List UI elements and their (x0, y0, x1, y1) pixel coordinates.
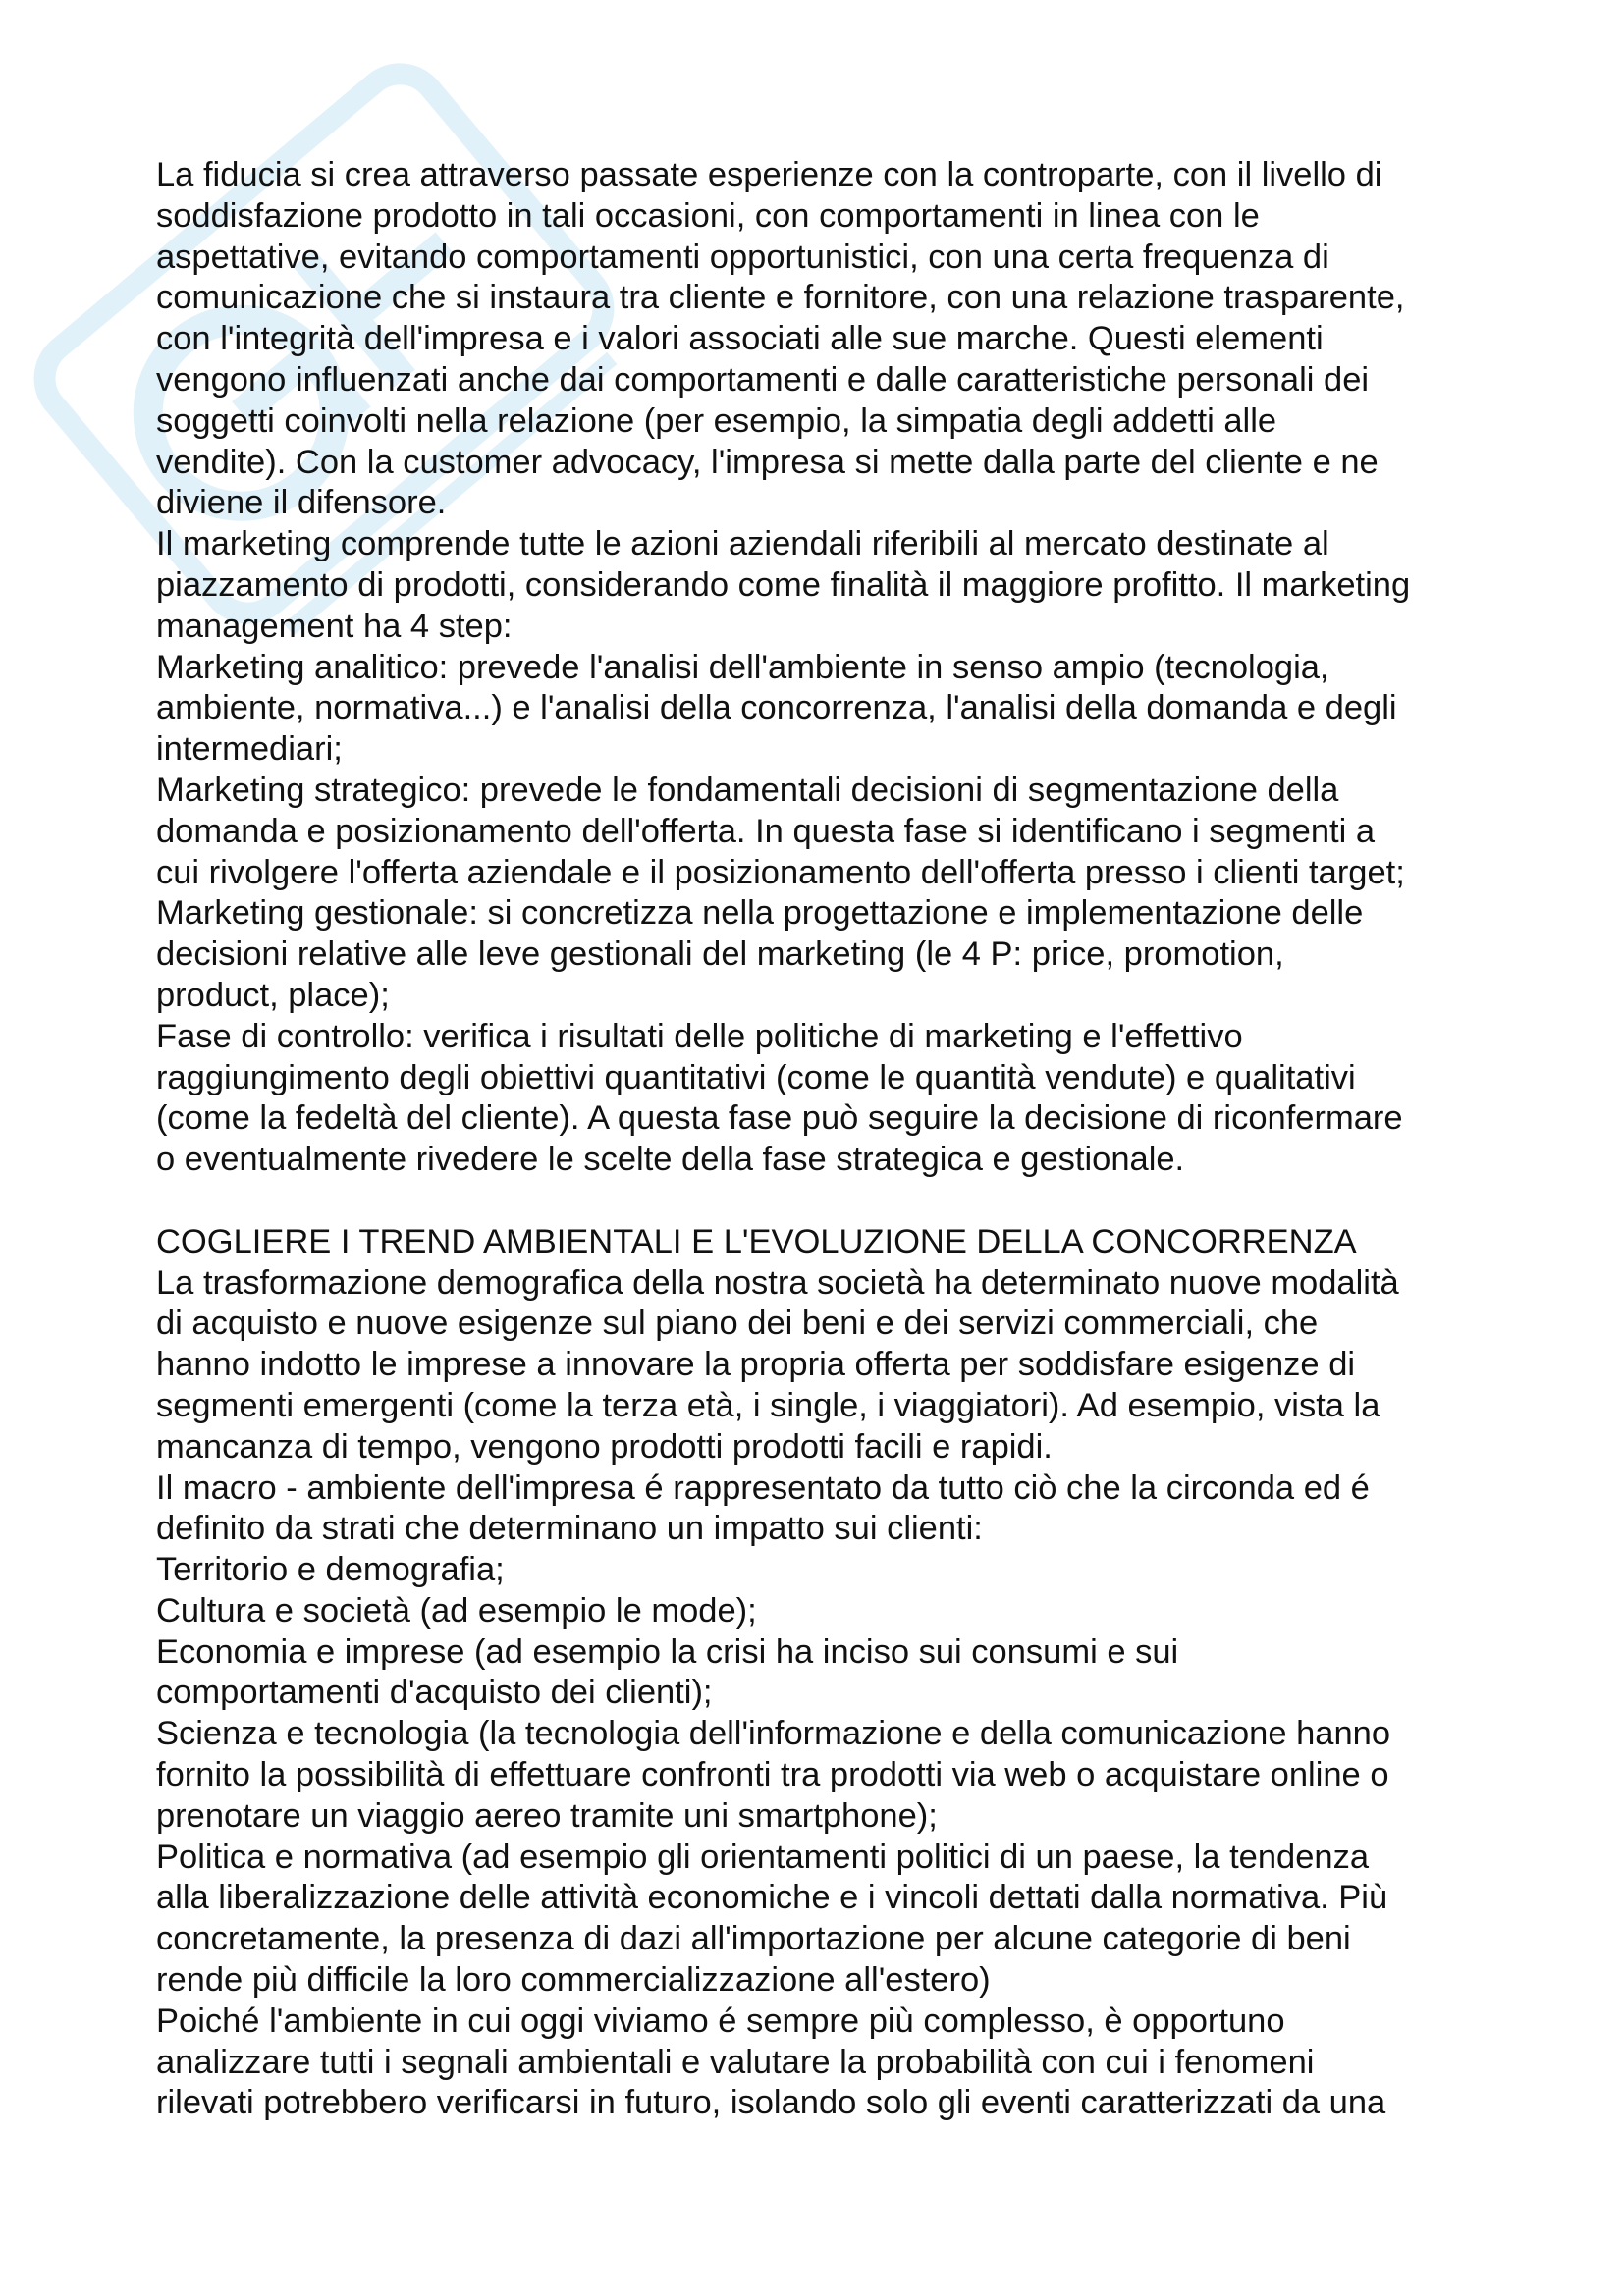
text-line: concretamente, la presenza di dazi all'importazione per alcune categorie di beni (156, 1920, 1351, 1958)
text-line: comunicazione che si instaura tra cliente e fornitore, con una relazione trasparente, (156, 279, 1405, 317)
text-line: management ha 4 step: (156, 607, 513, 645)
text-line: Territorio e demografia; (156, 1551, 505, 1589)
text-line: fornito la possibilità di effettuare confronti tra prodotti via web o acquistare online o (156, 1756, 1389, 1794)
text-line: Marketing strategico: prevede le fondamentali decisioni di segmentazione della (156, 771, 1339, 809)
text-line: Politica e normativa (ad esempio gli orientamenti politici di un paese, la tendenza (156, 1838, 1370, 1876)
text-line: Il macro - ambiente dell'impresa é rappresentato da tutto ciò che la circonda ed é (156, 1468, 1370, 1507)
text-line: mancanza di tempo, vengono prodotti prodotti facili e rapidi. (156, 1427, 1053, 1466)
text-line: diviene il difensore. (156, 484, 447, 522)
text-line: hanno indotto le imprese a innovare la propria offerta per soddisfare esigenze di (156, 1346, 1356, 1384)
blank-line (156, 1181, 1531, 1222)
text-line: ambiente, normativa...) e l'analisi della concorrenza, l'analisi della domanda e degli (156, 689, 1397, 727)
text-line: decisioni relative alle leve gestionali del marketing (le 4 P: price, promotion, (156, 935, 1284, 974)
text-line: domanda e posizionamento dell'offerta. In questa fase si identificano i segmenti a (156, 812, 1376, 850)
text-line: Economia e imprese (ad esempio la crisi ha inciso sui consumi e sui (156, 1632, 1179, 1671)
text-line: vendite). Con la customer advocacy, l'impresa si mette dalla parte del cliente e ne (156, 443, 1379, 481)
text-line: Poiché l'ambiente in cui oggi viviamo é sempre più complesso, è opportuno (156, 2002, 1285, 2040)
text-line: comportamenti d'acquisto dei clienti); (156, 1674, 713, 1712)
text-line: rilevati potrebbero verificarsi in futuro, isolando solo gli eventi caratterizzati da una (156, 2084, 1386, 2122)
text-line: La fiducia si crea attraverso passate esperienze con la controparte, con il livello di (156, 156, 1382, 193)
text-line: soggetti coinvolti nella relazione (per esempio, la simpatia degli addetti alle (156, 401, 1277, 440)
text-line: piazzamento di prodotti, considerando come finalità il maggiore profitto. Il marketing (156, 565, 1411, 604)
text-line: definito da strati che determinano un impatto sui clienti: (156, 1510, 983, 1548)
text-line: di acquisto e nuove esigenze sul piano dei beni e dei servizi commerciali, che (156, 1305, 1319, 1343)
text-line: analizzare tutti i segnali ambientali e valutare la probabilità con cui i fenomeni (156, 2043, 1315, 2081)
text-line: Cultura e società (ad esempio le mode); (156, 1591, 757, 1629)
text-line: (come la fedeltà del cliente). A questa fase può seguire la decisione di riconfermare (156, 1099, 1403, 1138)
text-line: con l'integrità dell'impresa e i valori associati alle sue marche. Questi elementi (156, 320, 1324, 358)
text-line: prenotare un viaggio aereo tramite uni smartphone); (156, 1796, 938, 1835)
text-line: aspettative, evitando comportamenti opportunistici, con una certa frequenza di (156, 238, 1329, 276)
section-heading: COGLIERE I TREND AMBIENTALI E L'EVOLUZIONE DELLA CONCORRENZA (156, 1222, 1357, 1260)
text-line: Fase di controllo: verifica i risultati delle politiche di marketing e l'effettivo (156, 1017, 1243, 1055)
text-line: vengono influenzati anche dai comportamenti e dalle caratteristiche personali dei (156, 360, 1370, 399)
text-line: raggiungimento degli obiettivi quantitativi (come le quantità vendute) e qualitativi (156, 1058, 1356, 1096)
text-line: Scienza e tecnologia (la tecnologia dell'informazione e della comunicazione hanno (156, 1715, 1391, 1753)
text-line: intermediari; (156, 730, 343, 769)
text-line: segmenti emergenti (come la terza età, i single, i viaggiatori). Ad esempio, vista la (156, 1386, 1380, 1424)
text-line: rende più difficile la loro commercializzazione all'estero) (156, 1961, 991, 2000)
document-body (156, 155, 1531, 2124)
text-line: La trasformazione demografica della nostra società ha determinato nuove modalità (156, 1263, 1399, 1302)
text-line: alla liberalizzazione delle attività economiche e i vincoli dettati dalla normativa. Più (156, 1879, 1388, 1917)
text-line: cui rivolgere l'offerta aziendale e il posizionamento dell'offerta presso i clienti target; (156, 853, 1405, 891)
text-line: o eventualmente rivedere le scelte della fase strategica e gestionale. (156, 1141, 1185, 1179)
text-line: Marketing gestionale: si concretizza nella progettazione e implementazione delle (156, 894, 1364, 933)
text-line: Il marketing comprende tutte le azioni aziendali riferibili al mercato destinate al (156, 525, 1329, 563)
text-line: product, place); (156, 976, 390, 1014)
text-line: Marketing analitico: prevede l'analisi dell'ambiente in senso ampio (tecnologia, (156, 648, 1329, 686)
text-line: soddisfazione prodotto in tali occasioni, con comportamenti in linea con le (156, 196, 1260, 235)
